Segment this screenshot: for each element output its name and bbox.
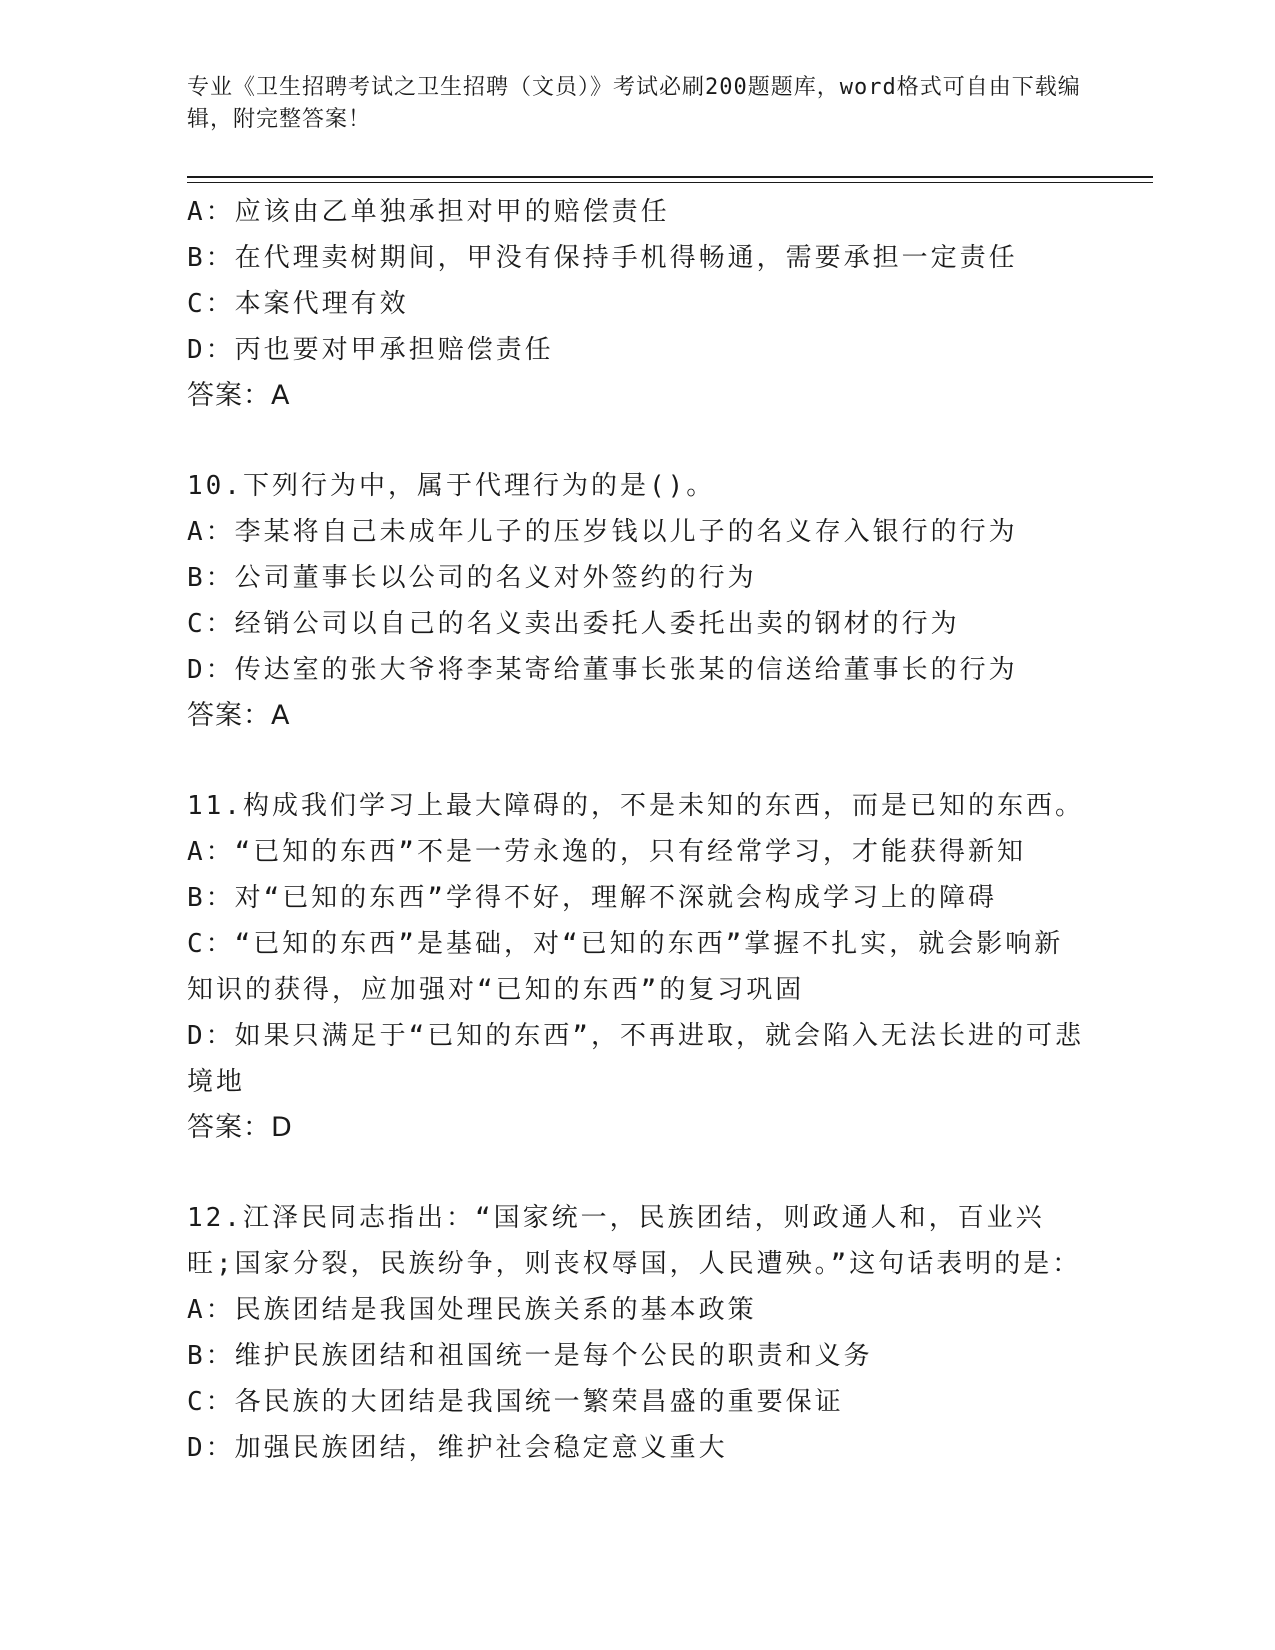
header-divider-thick	[187, 176, 1153, 178]
option-b: B：公司董事长以公司的名义对外签约的行为	[187, 563, 757, 593]
option-c: C：本案代理有效	[187, 289, 409, 319]
document-header: 专业《卫生招聘考试之卫生招聘（文员）》考试必刷200题题库，word格式可自由下载编辑，附完整答案！	[187, 75, 1081, 132]
option-b: B：维护民族团结和祖国统一是每个公民的职责和义务	[187, 1341, 873, 1371]
option-d: D：传达室的张大爷将李某寄给董事长张某的信送给董事长的行为	[187, 655, 1018, 685]
option-c: C：各民族的大团结是我国统一繁荣昌盛的重要保证	[187, 1387, 844, 1417]
option-a: A：“已知的东西”不是一劳永逸的，只有经常学习，才能获得新知	[187, 837, 1026, 867]
option-c: C：“已知的东西”是基础，对“已知的东西”掌握不扎实，就会影响新知识的获得，应加强对“已知的东西”的复习巩固	[187, 929, 1064, 1005]
answer-line: 答案：A	[187, 700, 291, 731]
option-a: A：民族团结是我国处理民族关系的基本政策	[187, 1295, 757, 1325]
option-a: A：应该由乙单独承担对甲的赔偿责任	[187, 197, 670, 227]
option-d: D：加强民族团结，维护社会稳定意义重大	[187, 1433, 728, 1463]
question-stem: 10.下列行为中，属于代理行为的是()。	[187, 471, 716, 501]
answer-line: 答案：D	[187, 1112, 293, 1143]
option-c: C：经销公司以自己的名义卖出委托人委托出卖的钢材的行为	[187, 609, 960, 639]
option-d: D：丙也要对甲承担赔偿责任	[187, 335, 554, 365]
option-d: D：如果只满足于“已知的东西”，不再进取，就会陷入无法长进的可悲境地	[187, 1021, 1084, 1097]
question-stem: 11.构成我们学习上最大障碍的，不是未知的东西，而是已知的东西。	[187, 791, 1084, 821]
question-block	[187, 189, 1087, 419]
block-spacer	[187, 1151, 1087, 1195]
option-a: A：李某将自己未成年儿子的压岁钱以儿子的名义存入银行的行为	[187, 517, 1018, 547]
question-content	[187, 189, 1087, 1471]
question-block	[187, 1195, 1087, 1471]
question-stem: 12.江泽民同志指出：“国家统一，民族团结，则政通人和，百业兴旺;国家分裂，民族纷争，则丧权辱国，人民遭殃。”这句话表明的是：	[187, 1203, 1082, 1279]
option-b: B：对“已知的东西”学得不好，理解不深就会构成学习上的障碍	[187, 883, 997, 913]
header-divider-thin	[187, 182, 1153, 183]
question-block	[187, 783, 1087, 1151]
option-b: B：在代理卖树期间，甲没有保持手机得畅通，需要承担一定责任	[187, 243, 1018, 273]
answer-line: 答案：A	[187, 380, 291, 411]
block-spacer	[187, 419, 1087, 463]
question-block	[187, 463, 1087, 739]
block-spacer	[187, 739, 1087, 783]
